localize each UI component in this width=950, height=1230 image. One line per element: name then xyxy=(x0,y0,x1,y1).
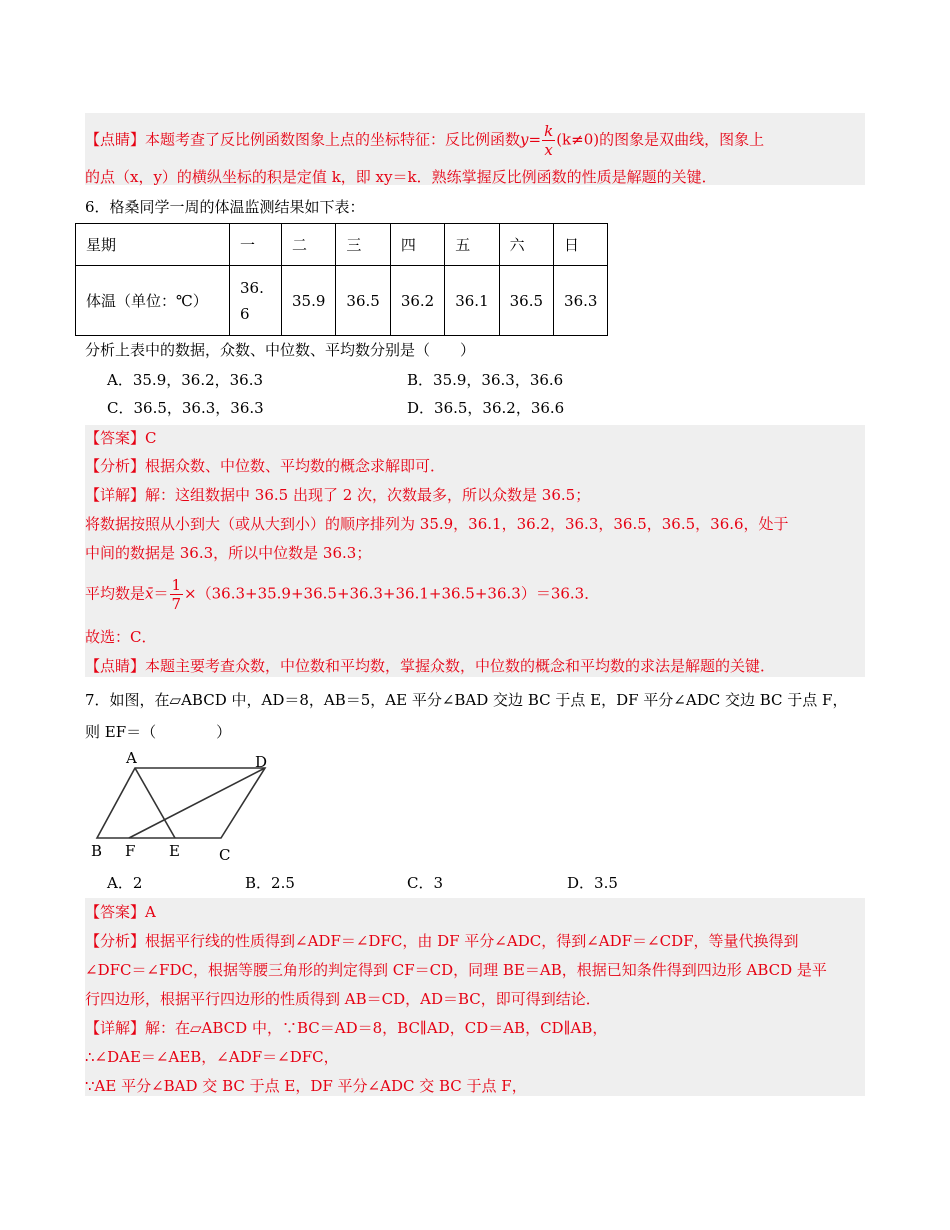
q7-option-c: C．3 xyxy=(407,874,444,892)
segment-ae xyxy=(135,768,175,838)
temperature-table xyxy=(75,223,608,336)
q7-analysis-2: ∠DFC＝∠FDC，根据等腰三角形的判定得到 CF＝CD，同理 BE＝AB，根据已知条件得到四边形 ABCD 是平 xyxy=(85,961,827,979)
label-c: C xyxy=(219,846,231,864)
q6-note: 【点睛】本题主要考查众数，中位数和平均数，掌握众数，中位数的概念和平均数的求法是解题的关键． xyxy=(85,657,776,675)
q7-stem-2: 则 EF＝（ ） xyxy=(85,723,232,741)
q7-option-d: D．3.5 xyxy=(567,874,618,892)
q6-analysis: 【分析】根据众数、中位数、平均数的概念求解即可． xyxy=(85,457,446,475)
label-b: B xyxy=(91,842,103,860)
q7-answer: 【答案】A xyxy=(85,903,156,921)
formula-y: y xyxy=(520,130,529,149)
table-header-cell: 四 xyxy=(390,224,444,266)
q6-option-b: B．35.9，36.3，36.6 xyxy=(407,371,564,389)
table-header-cell: 五 xyxy=(445,224,499,266)
q6-question: 分析上表中的数据，众数、中位数、平均数分别是（ ） xyxy=(85,341,476,359)
q7-analysis-1: 【分析】根据平行线的性质得到∠ADF＝∠DFC，由 DF 平分∠ADC，得到∠ADF＝∠CDF，等量代换得到 xyxy=(85,932,799,950)
q6-option-c: C．36.5，36.3，36.3 xyxy=(107,399,264,417)
table-cell: 36.2 xyxy=(390,266,444,336)
table-cell: 35.9 xyxy=(282,266,336,336)
table-header-cell: 日 xyxy=(554,224,608,266)
note-text-2: 的图象是双曲线，图象上 xyxy=(599,130,765,149)
table-header-cell: 星期 xyxy=(76,224,230,266)
q6-detail-1: 【详解】解：这组数据中 36.5 出现了 2 次，次数最多，所以众数是 36.5； xyxy=(85,486,591,504)
q6-detail-2: 将数据按照从小到大（或从大到小）的顺序排列为 35.9，36.1，36.2，36.3，36.5，36.5，36.6，处于 xyxy=(85,515,789,533)
table-header-cell: 二 xyxy=(282,224,336,266)
parallelogram-figure xyxy=(85,748,285,866)
label-e: E xyxy=(169,842,180,860)
q7-stem-1: 7．如图，在▱ABCD 中，AD＝8，AB＝5，AE 平分∠BAD 交边 BC 于点 E，DF 平分∠ADC 交边 BC 于点 F， xyxy=(85,691,848,709)
fraction-one-seventh: $\frac{1}{7}$ xyxy=(171,576,182,613)
q7-option-a: A．2 xyxy=(107,874,143,892)
table-header-cell: 三 xyxy=(336,224,390,266)
table-row xyxy=(76,266,608,336)
q7-detail-3: ∵AE 平分∠BAD 交 BC 于点 E，DF 平分∠ADC 交 BC 于点 F， xyxy=(85,1077,527,1095)
q6-detail-5: 故选：C． xyxy=(85,628,157,646)
segment-df xyxy=(129,768,265,838)
table-cell: 36.3 xyxy=(554,266,608,336)
q6-answer: 【答案】C xyxy=(85,429,157,447)
note-text: 本题考查了反比例函数图象上点的坐标特征：反比例函数 xyxy=(145,130,521,149)
table-cell: 36.5 xyxy=(499,266,553,336)
table-header-cell: 一 xyxy=(230,224,282,266)
table-row xyxy=(76,224,608,266)
note-tag: 【点睛】 xyxy=(85,130,146,149)
q6-option-d: D．36.5，36.2，36.6 xyxy=(407,399,565,417)
parallelogram-abcd xyxy=(97,768,265,838)
table-cell: 36.1 xyxy=(445,266,499,336)
table-cell: 36.5 xyxy=(336,266,390,336)
q6-option-a: A．35.9，36.2，36.3 xyxy=(107,371,264,389)
table-header-cell: 六 xyxy=(499,224,553,266)
x-bar: x̄ xyxy=(145,584,154,603)
label-f: F xyxy=(125,842,136,860)
prev-note-line2: 的点（x，y）的横纵坐标的积是定值 k，即 xy＝k．熟练掌握反比例函数的性质是解题的关键． xyxy=(85,168,717,186)
q7-detail-1: 【详解】解：在▱ABCD 中，∵BC＝AD＝8，BC∥AD，CD＝AB，CD∥AB， xyxy=(85,1019,608,1037)
prev-note-line1 xyxy=(85,122,764,159)
q6-detail-3: 中间的数据是 36.3，所以中位数是 36.3； xyxy=(85,544,372,562)
q7-option-b: B．2.5 xyxy=(245,874,295,892)
table-cell: 36. 6 xyxy=(230,266,282,336)
formula-eq: = xyxy=(528,130,542,149)
formula-condition: (k≠0) xyxy=(556,130,600,149)
q6-stem: 6．格桑同学一周的体温监测结果如下表： xyxy=(85,198,365,216)
fraction-k-over-x: $\frac{k}{x}$ xyxy=(544,122,554,159)
table-row-label: 体温（单位：℃） xyxy=(76,266,230,336)
label-a: A xyxy=(126,749,137,767)
q7-analysis-3: 行四边形，根据平行四边形的性质得到 AB＝CD，AD＝BC，即可得到结论． xyxy=(85,990,601,1008)
q6-detail-4: 平均数是x̄＝ $\frac{1}{7}$ ×（36.3+35.9+36.5+36.3+36.1+36.5+36.3）＝36.3． xyxy=(85,576,600,613)
label-d: D xyxy=(255,753,268,771)
q7-detail-2: ∴∠DAE＝∠AEB，∠ADF＝∠DFC， xyxy=(85,1048,339,1066)
